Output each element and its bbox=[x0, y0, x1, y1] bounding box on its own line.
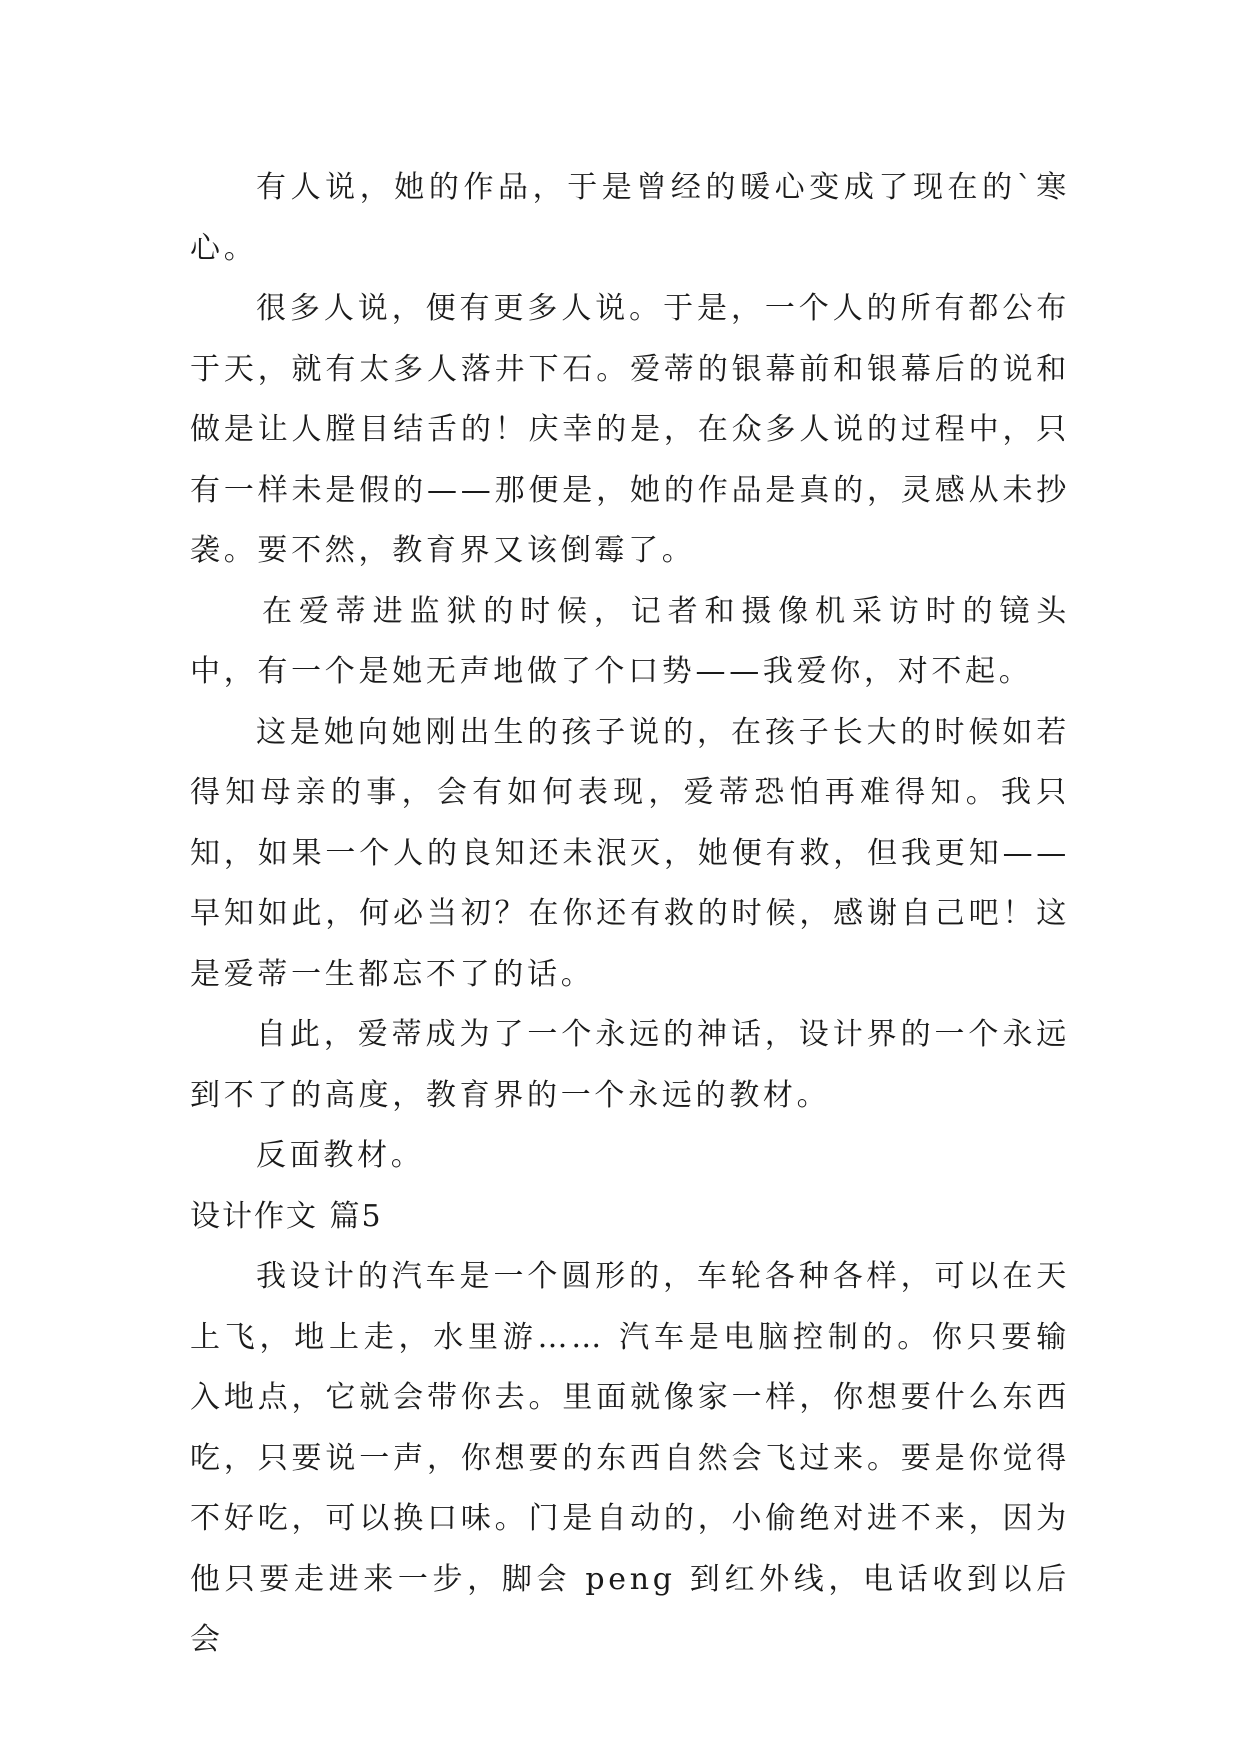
section-heading: 设计作文 篇5 bbox=[190, 1198, 383, 1234]
paragraph: 我设计的汽车是一个圆形的，车轮各种各样，可以在天上飞，地上走，水里游…… 汽车是电脑控制的。你只要输入地点，它就会带你去。里面就像家一样，你想要什么东西吃，只要说一声，你想要的东西自然会飞过来。要是你觉得不好吃，可以换口味。门是自动的，小偷绝对进不来，因为他只要走进来一步，脚会 peng 到红外线，电话收到以后会 bbox=[190, 1259, 1070, 1657]
paragraph: 这是她向她刚出生的孩子说的，在孩子长大的时候如若得知母亲的事，会有如何表现，爱蒂恐怕再难得知。我只知，如果一个人的良知还未泯灭，她便有救，但我更知——早知如此，何必当初？在你还有救的时候，感谢自己吧！这是爱蒂一生都忘不了的话。 bbox=[190, 714, 1070, 992]
paragraph: 自此，爱蒂成为了一个永远的神话，设计界的一个永远到不了的高度，教育界的一个永远的教材。 bbox=[190, 1017, 1070, 1113]
document-body bbox=[190, 158, 1070, 1671]
paragraph: 很多人说，便有更多人说。于是，一个人的所有都公布于天，就有太多人落井下石。爱蒂的银幕前和银幕后的说和做是让人膛目结舌的！庆幸的是，在众多人说的过程中，只有一样未是假的——那便是，她的作品是真的，灵感从未抄袭。要不然，教育界又该倒霉了。 bbox=[190, 291, 1070, 568]
paragraph: 反面教材。 bbox=[256, 1138, 425, 1173]
paragraph: 在爱蒂进监狱的时候，记者和摄像机采访时的镜头中，有一个是她无声地做了个口势——我爱你，对不起。 bbox=[190, 593, 1070, 689]
paragraph: 有人说，她的作品，于是曾经的暖心变成了现在的`寒心。 bbox=[190, 170, 1070, 266]
